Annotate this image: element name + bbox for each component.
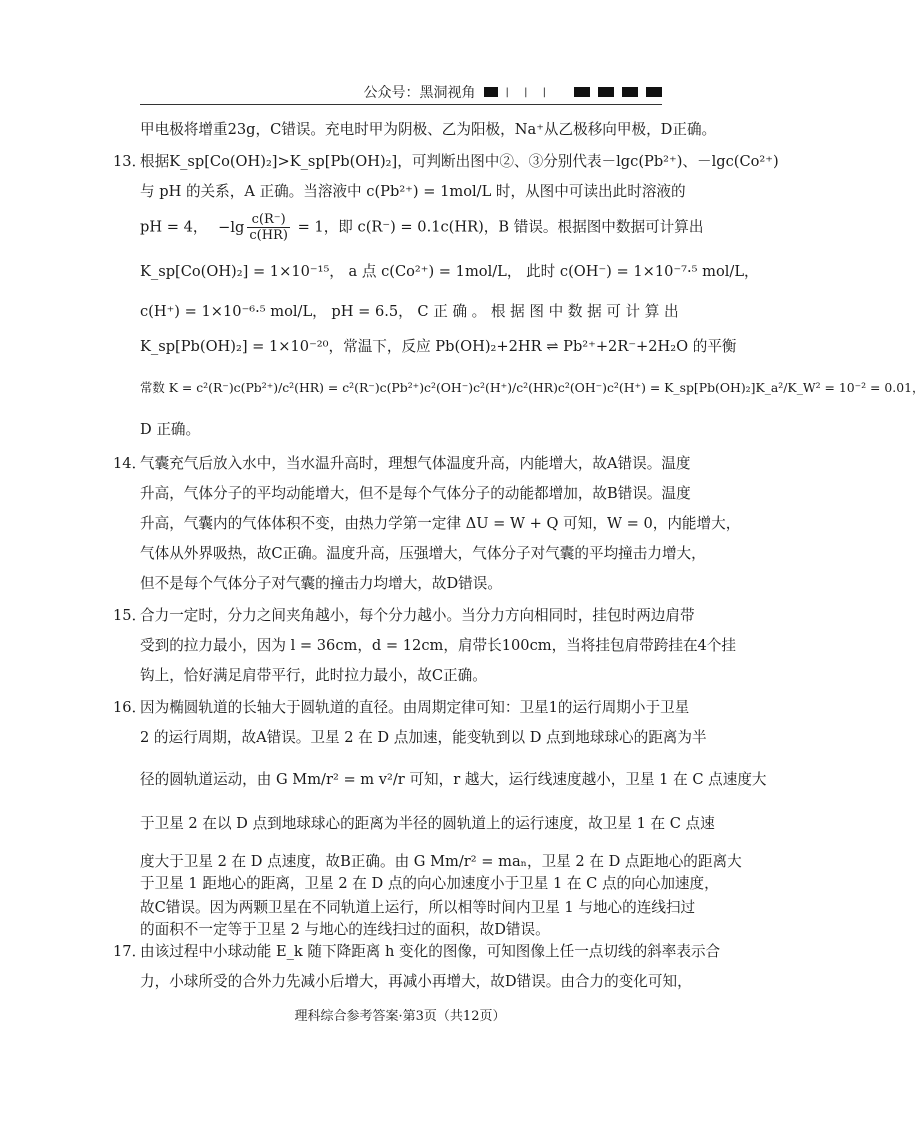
question-number: 14． [113, 455, 147, 472]
text-line: c(H⁺) = 1×10⁻⁶·⁵ mol/L， pH = 6.5， C 正 确 。 根 据 图 中 数 据 可 计 算 出 [140, 303, 679, 320]
text-line: 与 pH 的关系，A 正确。当溶液中 c(Pb²⁺) = 1mol/L 时，从图中可读出此时溶液的 [140, 183, 686, 200]
text-line: 因为椭圆轨道的长轴大于圆轨道的直径。由周期定律可知：卫星1的运行周期小于卫星 [140, 699, 690, 716]
text-line: 钩上，恰好满足肩带平行，此时拉力最小，故C正确。 [140, 667, 487, 684]
text-line: 于卫星 2 在以 D 点到地球球心的距离为半径的圆轨道上的运行速度，故卫星 1 在 C 点速 [140, 815, 715, 832]
text-line: 故C错误。因为两颗卫星在不同轨道上运行，所以相等时间内卫星 1 与地心的连线扫过 [140, 899, 696, 916]
text-line: K_sp[Pb(OH)₂] = 1×10⁻²⁰，常温下，反应 Pb(OH)₂+2HR ⇌ Pb²⁺+2R⁻+2H₂O 的平衡 [140, 338, 737, 355]
denominator: c(HR) [249, 228, 288, 243]
redaction-bar [574, 87, 590, 97]
fraction [247, 212, 290, 243]
redaction-ticks: | | | [505, 86, 552, 98]
header-rule [140, 104, 662, 105]
text-line: 于卫星 1 距地心的距离，卫星 2 在 D 点的向心加速度小于卫星 1 在 C 点的向心加速度， [140, 875, 719, 892]
text-line: 的面积不一定等于卫星 2 与地心的连线扫过的面积，故D错误。 [140, 921, 550, 938]
text-line: 合力一定时，分力之间夹角越小，每个分力越小。当分力方向相同时，挂包时两边肩带 [140, 607, 695, 624]
text-line: 径的圆轨道运动，由 G Mm/r² = m v²/r 可知，r 越大，运行线速度越小，卫星 1 在 C 点速度大 [140, 771, 767, 788]
question-number: 15． [113, 607, 147, 624]
text-line: 由该过程中小球动能 E_k 随下降距离 h 变化的图像，可知图像上任一点切线的斜率表示合 [140, 943, 721, 960]
redaction-bar [484, 87, 498, 97]
text-line: 2 的运行周期，故A错误。卫星 2 在 D 点加速，能变轨到以 D 点到地球球心的距离为半 [140, 729, 707, 746]
text-line: 受到的拉力最小，因为 l = 36cm，d = 12cm，肩带长100cm，当将挂包肩带跨挂在4个挂 [140, 637, 737, 654]
text-segment: pH = 4， [140, 218, 208, 236]
header-source: 公众号：黑洞视角 [363, 85, 476, 101]
text-line: 升高，气体分子的平均动能增大，但不是每个气体分子的动能都增加，故B错误。温度 [140, 485, 691, 502]
redaction-bar [598, 87, 614, 97]
redaction-bar [622, 87, 638, 97]
text-line: D 正确。 [140, 421, 201, 438]
text-line: 升高，气囊内的气体体积不变，由热力学第一定律 ΔU = W + Q 可知，W = 0，内能增大， [140, 515, 741, 532]
redaction-bar [646, 87, 662, 97]
text-line: 甲电极将增重23g，C错误。充电时甲为阴极、乙为阳极，Na⁺从乙极移向甲极，D正确。 [140, 121, 717, 138]
text-line: 但不是每个气体分子对气囊的撞击力均增大，故D错误。 [140, 575, 502, 592]
text-line: pH = 4， −lg $\frac{c(R^-)}{c(HR)}$ = 1，即 c(R⁻) = 0.1c(HR)，B 错误。根据图中数据可计算出 [140, 212, 704, 243]
question-number: 16． [113, 699, 147, 716]
question-number: 17． [113, 943, 147, 960]
text-line: 力，小球所受的合外力先减小后增大，再减小再增大，故D错误。由合力的变化可知， [140, 973, 692, 990]
text-line: 气体从外界吸热，故C正确。温度升高，压强增大，气体分子对气囊的平均撞击力增大， [140, 545, 706, 562]
text-line: 度大于卫星 2 在 D 点速度，故B正确。由 G Mm/r² = maₙ，卫星 2 在 D 点距地心的距离大 [140, 853, 742, 870]
question-number: 13． [113, 153, 147, 170]
text-line: 常数 K = c²(R⁻)c(Pb²⁺)/c²(HR) = c²(R⁻)c(Pb²⁺)c²(OH⁻)c²(H⁺)/c²(HR)c²(OH⁻)c²(H⁺) = K_sp[Pb(OH)₂]K_a²/K_W² = 10⁻² = 0.01， [140, 380, 924, 395]
page-footer: 理科综合参考答案·第3页（共12页） [294, 1009, 506, 1024]
page-header [364, 82, 662, 102]
text-line: K_sp[Co(OH)₂] = 1×10⁻¹⁵， a 点 c(Co²⁺) = 1mol/L， 此时 c(OH⁻) = 1×10⁻⁷·⁵ mol/L， [140, 263, 759, 280]
text-segment: = 1，即 c(R⁻) = 0.1c(HR)，B 错误。根据图中数据可计算出 [297, 218, 704, 236]
text-line: 气囊充气后放入水中，当水温升高时，理想气体温度升高，内能增大，故A错误。温度 [140, 455, 691, 472]
numerator: c(R⁻) [247, 212, 290, 228]
text-line: 根据K_sp[Co(OH)₂]>K_sp[Pb(OH)₂]，可判断出图中②、③分别代表－lgc(Pb²⁺)、－lgc(Co²⁺) [140, 153, 779, 170]
